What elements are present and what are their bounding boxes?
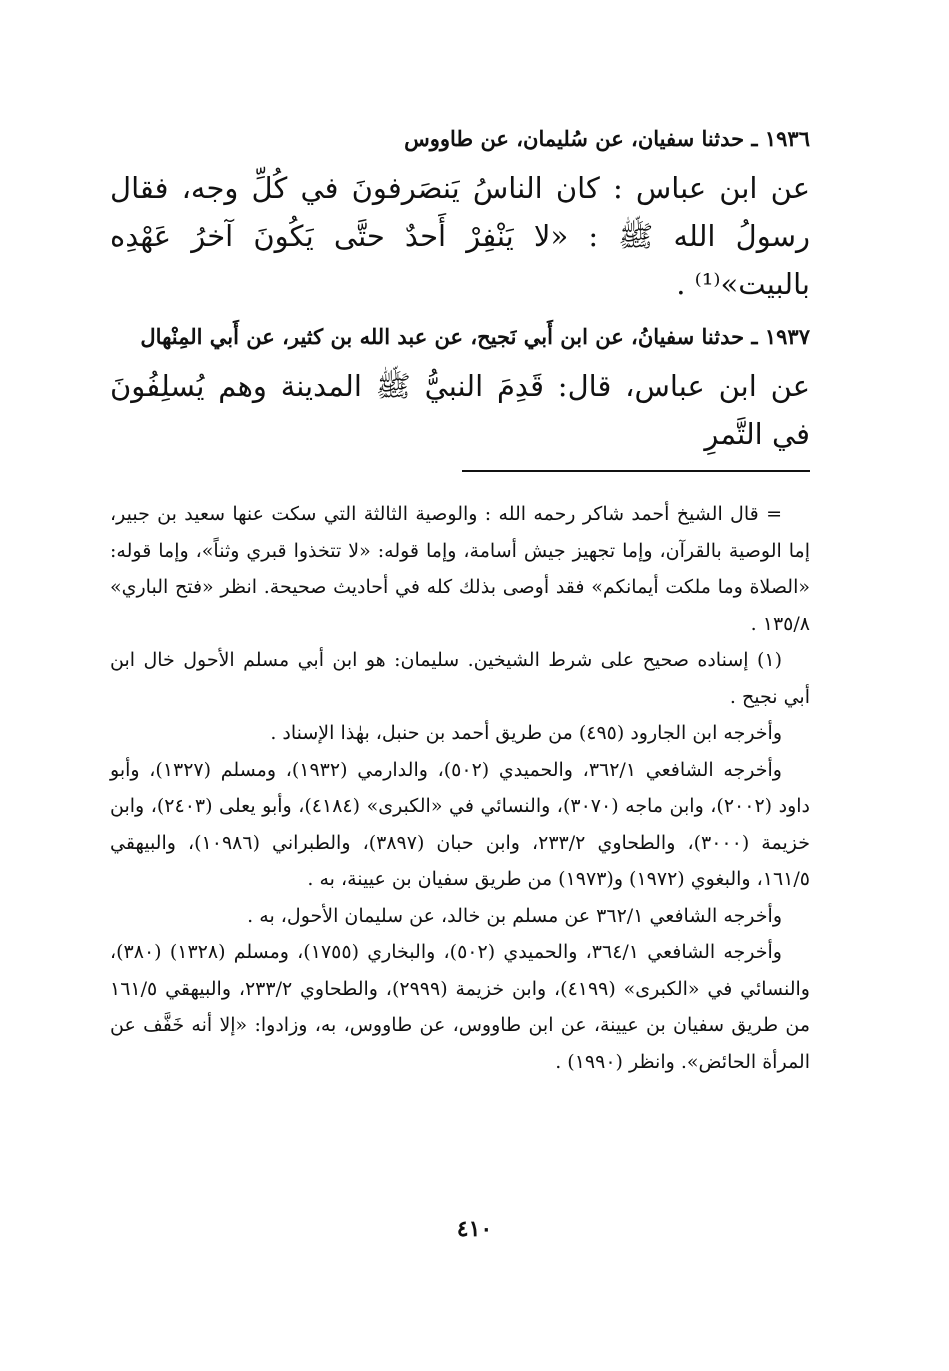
footnote-divider (462, 470, 810, 472)
footnote-1-source-b: وأخرجه الشافعي ٣٦٢/١، والحميدي (٥٠٢)، والدارمي (١٩٣٢)، ومسلم (١٣٢٧)، وأبو داود (٢٠٠٢)، وابن ماجه (٣٠٧٠)، والنسائي في «الكبرى» (٤١٨٤)، وأبو يعلى (٢٤٠٣)، وابن خزيمة (٣٠٠٠)، والطحاوي ٢٣٣/٢، وابن حبان (٣٨٩٧)، والطبراني (١٠٩٨٦)، والبيهقي ١٦١/٥، والبغوي (١٩٧٢) و(١٩٧٣) من طريق سفيان بن عيينة، به . (110, 758, 810, 890)
hadith-1936-isnad: ١٩٣٦ ـ حدثنا سفيان، عن سُليمان، عن طاووس (404, 126, 810, 151)
footnotes (110, 496, 810, 1080)
hadith-1936-matn: عن ابن عباس : كان الناسُ يَنصَرفونَ في كُلِّ وجه، فقال رسولُ الله ﷺ : «لا يَنْفِرْ أَحدٌ حتَّى يَكُونَ آخرُ عَهْدِه بالبيت»⁽¹⁾ . (110, 171, 810, 301)
footnote-1-source-c: وأخرجه الشافعي ٣٦٢/١ عن مسلم بن خالد، عن سليمان الأحول، به . (247, 904, 782, 927)
footnote-1-source-d: وأخرجه الشافعي ٣٦٤/١، والحميدي (٥٠٢)، والبخاري (١٧٥٥)، ومسلم (١٣٢٨) (٣٨٠)، والنسائي في «الكبرى» (٤١٩٩)، وابن خزيمة (٢٩٩٩)، والطحاوي ٢٣٣/٢، والبيهقي ١٦١/٥ من طريق سفيان بن عيينة، عن ابن طاووس، عن طاووس، به، وزادوا: «إلا أنه خَفَّف عن المرأة الحائض». وانظر (١٩٩٠) . (110, 941, 810, 1073)
footnote-1-source-a: وأخرجه ابن الجارود (٤٩٥) من طريق أحمد بن حنبل، بهٰذا الإسناد . (270, 722, 782, 744)
footnote-continuation: = قال الشيخ أحمد شاكر رحمه الله : والوصية الثالثة التي سكت عنها سعيد بن جبير، إما الوصية بالقرآن، وإما تجهيز جيش أسامة، وإما قوله: «لا تتخذوا قبري وثناً»، وإما قوله: «الصلاة وما ملكت أيمانكم» فقد أوصى بذلك كله في أحاديث صحيحة. انظر «فتح الباري» ١٣٥/٨ . (110, 503, 810, 635)
main-text (110, 120, 810, 458)
footnote-1: (١) إسناده صحيح على شرط الشيخين. سليمان: هو ابن أبي مسلم الأحول خال ابن أبي نجيح . (110, 649, 810, 708)
hadith-1937-isnad: ١٩٣٧ ـ حدثنا سفيانُ، عن ابن أَبي نَجيح، عن عبد الله بن كثير، عن أَبي المِنْهال (140, 324, 810, 349)
hadith-1937-matn: عن ابن عباس، قال: قَدِمَ النبيُّ ﷺ المدينة وهم يُسلِفُونَ في التَّمرِ (110, 369, 810, 451)
page-number: ٤١٠ (456, 1216, 493, 1242)
